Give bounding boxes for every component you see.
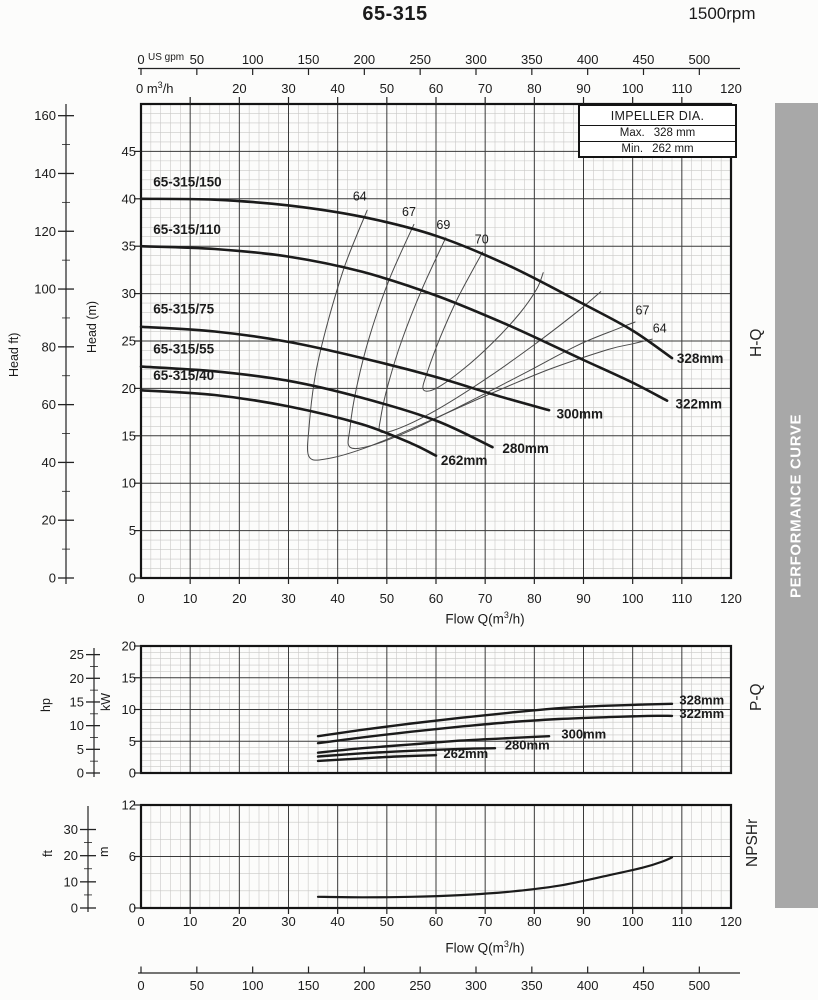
kw-tick-label: 10 <box>121 702 136 717</box>
impeller-dia-box <box>578 104 737 158</box>
impeller-label: 262mm <box>440 453 488 469</box>
gpm-tick-label-top: 0 <box>137 52 145 67</box>
gpm-tick-label-bottom: 500 <box>688 978 711 993</box>
head-ft-tick-label: 60 <box>41 397 56 413</box>
x-tick-label-npshr: 60 <box>428 914 444 929</box>
gpm-tick-label-top: 300 <box>465 52 487 67</box>
head-ft-tick-label: 80 <box>41 339 56 355</box>
head-ft-tick-label: 20 <box>41 512 56 528</box>
m3h-tick-label-top: 40 <box>330 81 345 96</box>
m3h-tick-label-top: 50 <box>379 81 395 96</box>
head-m-tick-label: 0 <box>128 570 136 586</box>
x-tick-label-npshr: 80 <box>527 914 542 929</box>
m3h-tick-label-top: 70 <box>477 81 493 96</box>
model-label: 65-315/75 <box>153 301 215 317</box>
npshr-ft-tick-label: 30 <box>63 822 78 838</box>
x-tick-label-main: 0 <box>137 591 145 606</box>
hp-tick-label: 15 <box>69 694 84 710</box>
head-m-tick-label: 45 <box>121 143 136 159</box>
x-tick-label-main: 90 <box>576 591 591 606</box>
gpm-tick-label-bottom: 100 <box>241 978 264 993</box>
x-tick-label-npshr: 0 <box>137 914 145 929</box>
impeller-max-label: Max. <box>619 127 645 140</box>
npshr-ft-tick-label: 20 <box>63 848 78 864</box>
impeller-label: 280mm <box>502 440 549 456</box>
x-tick-label-npshr: 90 <box>576 914 591 929</box>
x-tick-label-main: 80 <box>527 591 542 606</box>
x-tick-label-main: 70 <box>477 591 493 606</box>
head-m-tick-label: 35 <box>121 238 136 254</box>
efficiency-label: 64 <box>652 321 667 336</box>
gpm-tick-label-top: 450 <box>632 52 655 67</box>
x-tick-label-main: 120 <box>720 591 742 606</box>
npshr-m-tick-label: 12 <box>121 797 136 813</box>
gpm-tick-label-bottom: 450 <box>632 978 655 993</box>
m3h-tick-label-top: 60 <box>428 81 444 96</box>
head-m-tick-label: 20 <box>121 380 136 396</box>
impeller-dia-max <box>580 126 735 142</box>
efficiency-contour-69 <box>379 238 604 433</box>
head-m-tick-label: 15 <box>121 428 136 444</box>
gpm-tick-label-top: 400 <box>576 52 599 67</box>
gpm-tick-label-top: 350 <box>520 52 543 67</box>
gpm-tick-label-top: 50 <box>189 52 205 67</box>
m3h-tick-label-top: 110 <box>671 81 693 96</box>
m3h-tick-label-top: 20 <box>232 81 247 96</box>
m3h-tick-label-top: 120 <box>720 81 742 96</box>
gpm-tick-label-top: 150 <box>297 52 320 67</box>
model-label: 65-315/55 <box>153 341 215 357</box>
head-m-tick-label: 30 <box>121 286 136 302</box>
x-tick-label-npshr: 110 <box>671 914 693 929</box>
m3h-tick-label-top: 100 <box>621 81 644 96</box>
model-label: 65-315/40 <box>153 367 215 383</box>
m3h-zero-label: 0 $m^3/h$ <box>136 80 174 96</box>
impeller-min-label: Min. <box>621 142 644 155</box>
gpm-tick-label-top: 200 <box>353 52 376 67</box>
x-tick-label-main: 110 <box>671 591 693 606</box>
npshr-m-tick-label: 6 <box>128 849 136 864</box>
gpm-tick-label-bottom: 50 <box>189 978 205 993</box>
x-tick-label-main: 60 <box>428 591 444 606</box>
head-ft-tick-label: 40 <box>41 454 56 470</box>
gpm-tick-label-top: 250 <box>409 52 432 67</box>
x-tick-label-main: 20 <box>232 591 247 606</box>
x-tick-label-main: 100 <box>621 591 644 606</box>
flow-axis-label-bottom: Flow $Q(m^3/h)$ <box>445 939 525 956</box>
kw-tick-label: 5 <box>128 733 136 749</box>
impeller-label: 322mm <box>675 396 722 412</box>
head-ft-tick-label: 0 <box>48 570 56 586</box>
impeller-label: 328mm <box>676 350 724 366</box>
hp-tick-label: 10 <box>69 718 84 734</box>
x-tick-label-npshr: 100 <box>621 914 644 929</box>
x-tick-label-npshr: 20 <box>232 914 247 929</box>
m3h-tick-label-top: 80 <box>527 81 542 96</box>
head-ft-tick-label: 160 <box>34 108 56 124</box>
impeller-max-value: 328 mm <box>653 127 696 140</box>
model-label: 65-315/150 <box>153 174 222 190</box>
npshr-ft-tick-label: 0 <box>70 900 78 916</box>
head-ft-tick-label: 120 <box>34 223 56 239</box>
head-ft-tick-label: 140 <box>34 165 56 181</box>
hp-tick-label: 0 <box>76 765 84 781</box>
head-m-tick-label: 5 <box>128 523 136 539</box>
x-tick-label-main: 40 <box>330 591 345 606</box>
x-tick-label-npshr: 120 <box>720 914 742 929</box>
hp-tick-label: 25 <box>69 647 84 663</box>
efficiency-label: 64 <box>352 189 367 204</box>
kw-tick-label: 0 <box>128 765 136 781</box>
efficiency-label: 69 <box>436 218 451 233</box>
kw-tick-label: 20 <box>121 638 136 654</box>
m3h-tick-label-top: 90 <box>576 81 591 96</box>
x-tick-label-main: 30 <box>281 591 296 606</box>
x-tick-label-main: 50 <box>379 591 395 606</box>
npshr-m-tick-label: 0 <box>128 900 136 916</box>
impeller-label: 262mm <box>443 745 489 761</box>
head-m-tick-label: 25 <box>121 333 136 349</box>
impeller-label: 328mm <box>679 692 725 708</box>
performance-curve-sidebar: PERFORMANCE CURVE <box>775 103 818 908</box>
npshr-ft-tick-label: 10 <box>63 874 78 890</box>
us-gpm-unit-label: US gpm <box>148 52 185 63</box>
impeller-label: 300mm <box>561 726 607 742</box>
impeller-min-value: 262 mm <box>652 142 694 155</box>
gpm-tick-label-bottom: 200 <box>353 978 376 993</box>
gpm-tick-label-bottom: 250 <box>409 978 432 993</box>
head-m-tick-label: 10 <box>121 475 136 491</box>
rpm-label: 1500rpm <box>688 4 756 23</box>
gpm-tick-label-bottom: 350 <box>520 978 543 993</box>
impeller-dia-header: IMPELLER DIA. <box>580 106 735 126</box>
flow-axis-label-main: Flow $Q(m^3/h)$ <box>445 610 525 627</box>
impeller-dia-min <box>580 142 735 157</box>
hp-tick-label: 20 <box>69 670 84 686</box>
performance-curve-page: 0 10 20 30 40 50 60 70 80 90 100 110 120 0 5 10 15 20 25 30 35 40 45 0 20 40 60 80 100 120 140 160 0 50 100 150 200 250 300 350 400 450 500 0 $m^3/h$ 20 30 40 50 60 70 80 90 100 110 120 64 64 67 67 69 70 65-315/150 328mm 65-315/110 322mm 65-315/75 300mm 65-315/55 280mm 65-315/40 262mm 0 5 10 15 20 0 5 10 15 20 25 328mm 322mm 300mm 280mm 262mm 0 10 20 30 40 50 60 70 80 90 100 110 120 0 6 12 0 10 20 30 0 50 100 150 200 250 300 350 400 450 500 65-315 1500rpm US gpm IMPELLER DIA. Max. 328 mm Min. 262 mm Head ft) Head (m) hp kW ft m H-Q P-Q NPSHr Flow $Q(m^3/h)$ Flow $Q(m^3/h)$ PERFORMANCE CURVE <box>0 0 818 1000</box>
x-tick-label-npshr: 70 <box>477 914 493 929</box>
efficiency-label: 67 <box>635 303 650 318</box>
kw-tick-label: 15 <box>121 670 136 686</box>
page-title: 65-315 <box>362 3 428 25</box>
x-tick-label-main: 10 <box>182 591 198 606</box>
impeller-label: 280mm <box>504 737 550 753</box>
head-ft-tick-label: 100 <box>34 281 56 297</box>
head-m-tick-label: 40 <box>121 191 136 207</box>
gpm-tick-label-bottom: 300 <box>465 978 487 993</box>
gpm-tick-label-top: 500 <box>688 52 711 67</box>
x-tick-label-npshr: 40 <box>330 914 345 929</box>
efficiency-label: 67 <box>402 204 416 219</box>
impeller-label: 300mm <box>556 406 604 422</box>
hp-tick-label: 5 <box>76 741 84 757</box>
x-tick-label-npshr: 50 <box>379 914 395 929</box>
x-tick-label-npshr: 10 <box>182 914 198 929</box>
gpm-tick-label-bottom: 0 <box>137 978 145 993</box>
gpm-tick-label-bottom: 150 <box>297 978 320 993</box>
model-label: 65-315/110 <box>153 221 221 237</box>
gpm-tick-label-top: 100 <box>241 52 264 67</box>
m3h-tick-label-top: 30 <box>281 81 296 96</box>
efficiency-label: 70 <box>474 232 489 247</box>
impeller-label: 322mm <box>679 705 725 721</box>
gpm-tick-label-bottom: 400 <box>576 978 599 993</box>
x-tick-label-npshr: 30 <box>281 914 296 929</box>
